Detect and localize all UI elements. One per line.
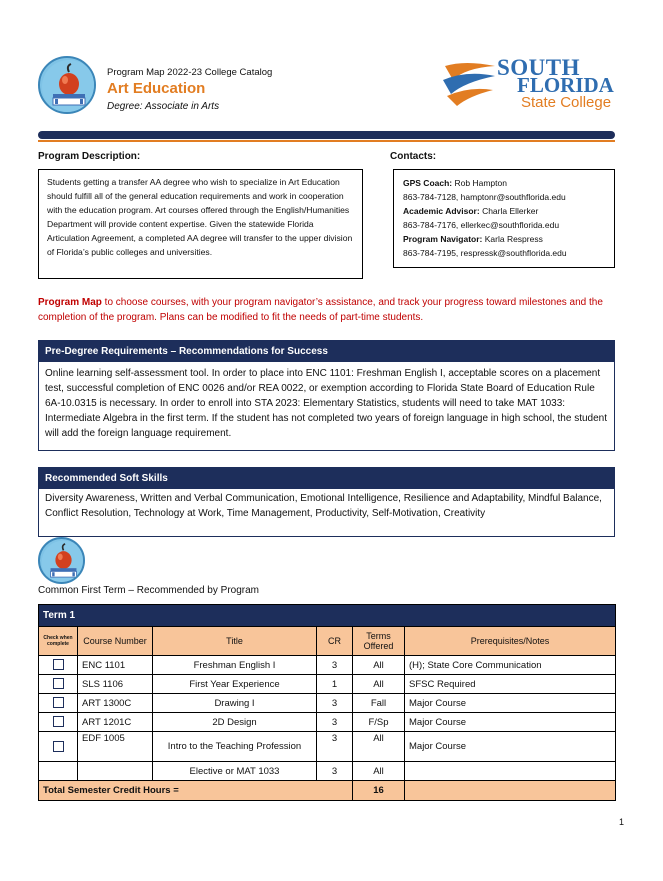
col-check: Check when complete bbox=[39, 627, 78, 656]
header-divider-accent bbox=[38, 140, 615, 142]
course-cr: 1 bbox=[317, 675, 353, 694]
course-number: ENC 1101 bbox=[78, 656, 153, 675]
complete-checkbox[interactable] bbox=[53, 659, 64, 670]
col-notes: Prerequisites/Notes bbox=[405, 627, 616, 656]
course-notes bbox=[405, 762, 616, 781]
table-row bbox=[39, 675, 616, 694]
soft-skills-section bbox=[38, 467, 615, 537]
course-terms: All bbox=[353, 656, 405, 675]
course-notes: Major Course bbox=[405, 713, 616, 732]
contacts-label: Contacts: bbox=[390, 151, 437, 162]
advisor-line bbox=[403, 204, 605, 218]
course-title: 2D Design bbox=[153, 713, 317, 732]
program-description-text: Students getting a transfer AA degree who wish to specialize in Art Education should fulfill all of the general education requirements and work in cooperation with the education program. Art courses offered through the English/Humanities Department will provide content expertise. Given the statewide Florida Articulation Agreement, a completed AA degree will transfer to the upper division of Florida’s public colleges and universities. bbox=[47, 177, 353, 257]
course-notes: Major Course bbox=[405, 732, 616, 762]
course-notes: (H); State Core Communication bbox=[405, 656, 616, 675]
table-row bbox=[39, 713, 616, 732]
college-logo-swoosh-icon bbox=[441, 58, 497, 110]
course-terms: All bbox=[353, 675, 405, 694]
col-course-number: Course Number bbox=[78, 627, 153, 656]
term1-title: Term 1 bbox=[39, 605, 616, 627]
term1-header-row bbox=[39, 605, 616, 627]
course-cr: 3 bbox=[317, 713, 353, 732]
total-value: 16 bbox=[353, 781, 405, 801]
table-row bbox=[39, 694, 616, 713]
catalog-subtitle: Program Map 2022-23 College Catalog bbox=[107, 67, 273, 78]
pre-degree-title: Pre-Degree Requirements – Recommendations for Success bbox=[39, 341, 614, 362]
course-terms: All bbox=[353, 762, 405, 781]
soft-skills-text: Diversity Awareness, Written and Verbal Communication, Emotional Intelligence, Resilience and Adaptability, Mindful Balance, Conflict Resolution, Technology at Work, Time Management, Productivity, Self-Motivation, Creativity bbox=[45, 493, 602, 519]
course-terms: All bbox=[353, 732, 405, 762]
course-notes: Major Course bbox=[405, 694, 616, 713]
course-title: Drawing I bbox=[153, 694, 317, 713]
contacts-box bbox=[393, 169, 615, 268]
course-number: ART 1300C bbox=[78, 694, 153, 713]
navigator-name: Karla Respress bbox=[484, 234, 543, 244]
course-terms: F/Sp bbox=[353, 713, 405, 732]
table-row bbox=[39, 656, 616, 675]
course-title: First Year Experience bbox=[153, 675, 317, 694]
total-row bbox=[39, 781, 616, 801]
course-cr: 3 bbox=[317, 656, 353, 675]
advisor-contact: 863-784-7176, ellerkec@southflorida.edu bbox=[403, 220, 560, 230]
course-number: ART 1201C bbox=[78, 713, 153, 732]
program-map-bold: Program Map bbox=[38, 297, 102, 308]
course-title: Elective or MAT 1033 bbox=[153, 762, 317, 781]
total-label: Total Semester Credit Hours = bbox=[39, 781, 353, 801]
program-map-text: to choose courses, with your program navigator’s assistance, and track your progress toward milestones and the completion of the program. Plans can be modified to fit the needs of part-time students. bbox=[38, 297, 603, 323]
course-title: Intro to the Teaching Profession bbox=[153, 732, 317, 762]
table-row bbox=[39, 762, 616, 781]
navigator-label: Program Navigator: bbox=[403, 234, 483, 244]
brand-south: SOUTH bbox=[497, 55, 581, 80]
soft-skills-title: Recommended Soft Skills bbox=[39, 468, 614, 489]
common-first-term-heading: Common First Term – Recommended by Program bbox=[38, 585, 259, 596]
course-cr: 3 bbox=[317, 694, 353, 713]
gps-coach-contact: 863-784-7128, hamptonr@southflorida.edu bbox=[403, 192, 566, 202]
course-terms: Fall bbox=[353, 694, 405, 713]
navigator-line bbox=[403, 232, 605, 246]
apple-book-small-icon bbox=[38, 537, 85, 584]
table-row bbox=[39, 732, 616, 762]
program-map-statement bbox=[38, 295, 618, 325]
gps-coach-label: GPS Coach: bbox=[403, 178, 453, 188]
advisor-label: Academic Advisor: bbox=[403, 206, 480, 216]
apple-book-logo-icon bbox=[38, 56, 96, 114]
brand-florida: FLORIDA bbox=[517, 73, 614, 97]
course-number: EDF 1005 bbox=[78, 732, 153, 762]
column-header-row bbox=[39, 627, 616, 656]
header-divider bbox=[38, 131, 615, 139]
page-number: 1 bbox=[619, 817, 625, 827]
course-cr: 3 bbox=[317, 762, 353, 781]
complete-checkbox[interactable] bbox=[53, 741, 64, 752]
program-description-box bbox=[38, 169, 363, 279]
degree-label: Degree: Associate in Arts bbox=[107, 101, 220, 112]
advisor-name: Charla Ellerker bbox=[482, 206, 539, 216]
course-number: SLS 1106 bbox=[78, 675, 153, 694]
complete-checkbox[interactable] bbox=[53, 678, 64, 689]
course-number bbox=[78, 762, 153, 781]
col-cr: CR bbox=[317, 627, 353, 656]
course-cr: 3 bbox=[317, 732, 353, 762]
term1-table bbox=[38, 604, 616, 801]
complete-checkbox[interactable] bbox=[53, 697, 64, 708]
brand-state-college: State College bbox=[521, 94, 612, 111]
navigator-contact: 863-784-7195, respressk@southflorida.edu bbox=[403, 248, 567, 258]
gps-coach-line bbox=[403, 176, 605, 190]
col-title: Title bbox=[153, 627, 317, 656]
complete-checkbox[interactable] bbox=[53, 716, 64, 727]
col-terms-offered: Terms Offered bbox=[353, 627, 405, 656]
gps-coach-name: Rob Hampton bbox=[454, 178, 507, 188]
course-title: Freshman English I bbox=[153, 656, 317, 675]
course-notes: SFSC Required bbox=[405, 675, 616, 694]
program-description-label: Program Description: bbox=[38, 151, 141, 162]
pre-degree-section bbox=[38, 340, 615, 451]
page-title: Art Education bbox=[107, 80, 206, 97]
pre-degree-text: Online learning self-assessment tool. In order to place into ENC 1101: Freshman English I, acceptable scores on a placement test, successful completion of ENC 0026 and/or REA 0022, or exemption according to Florida State Board of Education Rule 6A-10.0315 is necessary. In order to enroll into STA 2023: Elementary Statistics, students will need to take MAT 1033: Intermediate Algebra in the first term. If the student has not completed two years of foreign language in high school, the student will add the foreign language requirement. bbox=[45, 368, 608, 439]
